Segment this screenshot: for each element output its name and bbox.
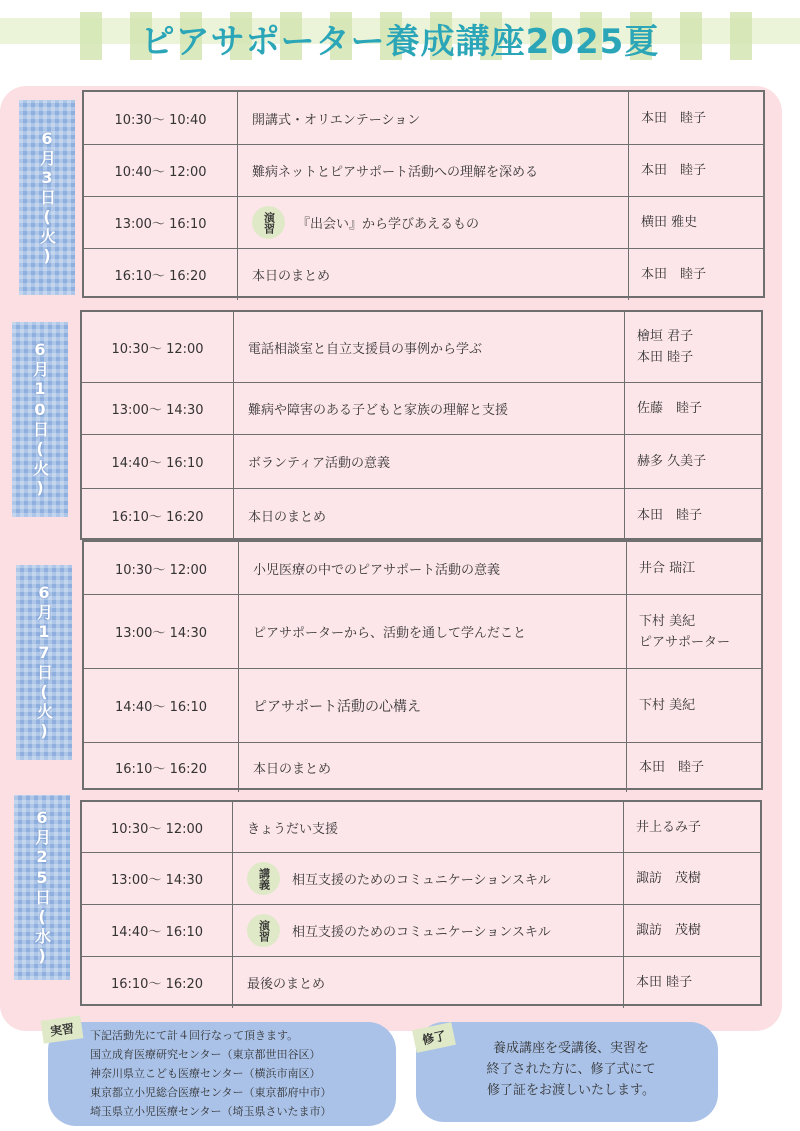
topic-text: 相互支援のためのコミュニケーションスキル	[292, 925, 551, 940]
table-row	[82, 802, 760, 852]
session-date: 6月25日(水)	[32, 808, 52, 967]
schedule-table	[82, 90, 765, 298]
instructor-name: 下村 美紀	[639, 613, 696, 629]
schedule-table	[82, 540, 763, 790]
instructor-name: 佐藤 睦子	[637, 401, 703, 416]
schedule-table	[80, 800, 762, 1006]
instructor-name: 檜垣 君子	[637, 329, 694, 344]
instructor-name: 本田 睦子	[641, 110, 707, 126]
instructor-cell	[625, 312, 761, 382]
instructor-name: 諏訪 茂樹	[636, 923, 702, 938]
practicum-line: 神奈川県立こども医療センター（横浜市南区）	[90, 1067, 321, 1080]
time-cell: 14:40〜 16:10	[82, 435, 234, 488]
topic-text: 難病や障害のある子どもと家族の理解と支援	[248, 403, 509, 418]
badge-exercise	[252, 206, 285, 239]
time-cell: 10:30〜 12:00	[82, 802, 233, 852]
badge-label: 講義	[257, 867, 271, 890]
table-row	[82, 852, 760, 904]
date-ribbon	[19, 100, 75, 295]
badge-label: 演習	[257, 919, 271, 942]
table-row	[84, 742, 761, 792]
table-row	[84, 92, 763, 144]
table-row	[82, 382, 761, 434]
completion-line: 修了証をお渡しいたします。	[487, 1083, 655, 1098]
topic-text: 最後のまとめ	[247, 977, 326, 992]
instructor-name: 横田 雅史	[641, 215, 698, 230]
practicum-line: 国立成育医療研究センター（東京都世田谷区）	[90, 1048, 321, 1061]
instructor-cell	[627, 595, 761, 668]
time-cell: 13:00〜 14:30	[82, 853, 233, 904]
completion-tag: 修了	[412, 1022, 456, 1053]
topic-text: 『出会い』から学びあえるもの	[297, 217, 480, 232]
instructor-cell	[627, 743, 761, 792]
practicum-text	[90, 1026, 332, 1121]
topic-text: 電話相談室と自立支援員の事例から学ぶ	[248, 341, 483, 357]
instructor-name: ピアサポーター	[639, 634, 731, 650]
table-row	[82, 312, 761, 382]
topic-cell	[239, 542, 627, 594]
badge-exercise	[247, 914, 280, 947]
topic-cell	[239, 743, 627, 792]
instructor-name: 本田 睦子	[637, 508, 703, 523]
instructor-cell	[625, 435, 761, 488]
schedule-table	[80, 310, 763, 540]
completion-line: 養成講座を受講後、実習を	[492, 1041, 649, 1056]
topic-cell	[233, 802, 624, 852]
instructor-name: 本田 睦子	[641, 163, 707, 178]
topic-cell	[238, 145, 629, 196]
topic-text: ボランティア活動の意義	[248, 456, 390, 471]
instructor-cell	[624, 957, 760, 1008]
instructor-cell	[627, 669, 761, 742]
table-row	[84, 248, 763, 300]
instructor-cell	[625, 383, 761, 434]
time-cell: 10:30〜 12:00	[82, 312, 234, 382]
table-row	[84, 668, 761, 742]
date-ribbon	[12, 322, 68, 517]
table-row	[82, 956, 760, 1008]
instructor-name: 本田 睦子	[639, 760, 705, 775]
instructor-cell	[624, 802, 760, 852]
time-cell: 13:00〜 14:30	[84, 595, 239, 668]
badge-lecture	[247, 862, 280, 895]
table-row	[84, 542, 761, 594]
time-cell: 16:10〜 16:20	[82, 489, 234, 542]
topic-text: ピアサポート活動の心構え	[253, 698, 421, 715]
time-cell: 14:40〜 16:10	[82, 905, 233, 956]
time-cell: 10:30〜 10:40	[84, 92, 238, 144]
completion-text	[436, 1038, 706, 1101]
instructor-name: 赫多 久美子	[637, 454, 707, 469]
instructor-name: 本田 睦子	[637, 350, 694, 365]
topic-text: 小児医療の中でのピアサポート活動の意義	[253, 562, 501, 578]
session-date: 6月17日(火)	[34, 583, 54, 742]
topic-cell	[233, 853, 624, 904]
instructor-name: 井合 瑞江	[639, 560, 696, 576]
topic-cell	[234, 489, 625, 542]
instructor-cell	[625, 489, 761, 542]
topic-text: 本日のまとめ	[248, 510, 327, 525]
instructor-name: 下村 美紀	[639, 698, 696, 713]
date-ribbon	[16, 565, 72, 760]
table-row	[82, 434, 761, 488]
instructor-cell	[629, 249, 763, 300]
instructor-cell	[624, 853, 760, 904]
practicum-line: 東京都立小児総合医療センター（東京都府中市）	[90, 1086, 332, 1099]
badge-label: 演習	[262, 211, 276, 234]
topic-cell	[238, 92, 629, 144]
topic-text: 本日のまとめ	[252, 269, 331, 284]
completion-line: 終了された方に、修了式にて	[486, 1062, 656, 1077]
topic-text: 相互支援のためのコミュニケーションスキル	[292, 873, 551, 888]
instructor-name: 井上るみ子	[636, 819, 702, 835]
topic-text: 難病ネットとピアサポート活動への理解を深める	[252, 165, 539, 180]
topic-cell	[233, 905, 624, 956]
table-row	[84, 144, 763, 196]
table-row	[82, 904, 760, 956]
instructor-name: 本田 睦子	[641, 267, 707, 282]
time-cell: 13:00〜 14:30	[82, 383, 234, 434]
instructor-cell	[627, 542, 761, 594]
time-cell: 16:10〜 16:20	[82, 957, 233, 1008]
topic-cell	[234, 383, 625, 434]
practicum-tag: 実習	[41, 1015, 84, 1043]
topic-cell	[239, 595, 627, 668]
instructor-name: 本田 睦子	[636, 975, 693, 990]
time-cell: 16:10〜 16:20	[84, 743, 239, 792]
time-cell: 13:00〜 16:10	[84, 197, 238, 248]
instructor-name: 諏訪 茂樹	[636, 871, 702, 886]
date-ribbon	[14, 795, 70, 980]
session-date: 6月3日(火)	[37, 128, 57, 267]
time-cell: 14:40〜 16:10	[84, 669, 239, 742]
topic-text: 開講式・オリエンテーション	[252, 112, 421, 128]
topic-cell	[238, 249, 629, 300]
topic-text: きょうだい支援	[247, 821, 339, 837]
topic-text: 本日のまとめ	[253, 762, 332, 777]
table-row	[84, 196, 763, 248]
instructor-cell	[629, 145, 763, 196]
table-row	[84, 594, 761, 668]
table-row	[82, 488, 761, 542]
instructor-cell	[629, 92, 763, 144]
time-cell: 10:30〜 12:00	[84, 542, 239, 594]
topic-cell	[234, 312, 625, 382]
topic-text: ピアサポーターから、活動を通して学んだこと	[253, 626, 527, 641]
topic-cell	[239, 669, 627, 742]
topic-cell	[234, 435, 625, 488]
instructor-cell	[624, 905, 760, 956]
topic-cell	[238, 197, 629, 248]
session-date: 6月10日(火)	[30, 340, 50, 499]
practicum-line: 埼玉県立小児医療センター（埼玉県さいたま市）	[90, 1105, 332, 1118]
page-title: ピアサポーター養成講座2025夏	[140, 22, 660, 62]
time-cell: 10:40〜 12:00	[84, 145, 238, 196]
time-cell: 16:10〜 16:20	[84, 249, 238, 300]
instructor-cell	[629, 197, 763, 248]
topic-cell	[233, 957, 624, 1008]
practicum-line: 下記活動先にて計４回行なって頂きます。	[90, 1029, 299, 1042]
